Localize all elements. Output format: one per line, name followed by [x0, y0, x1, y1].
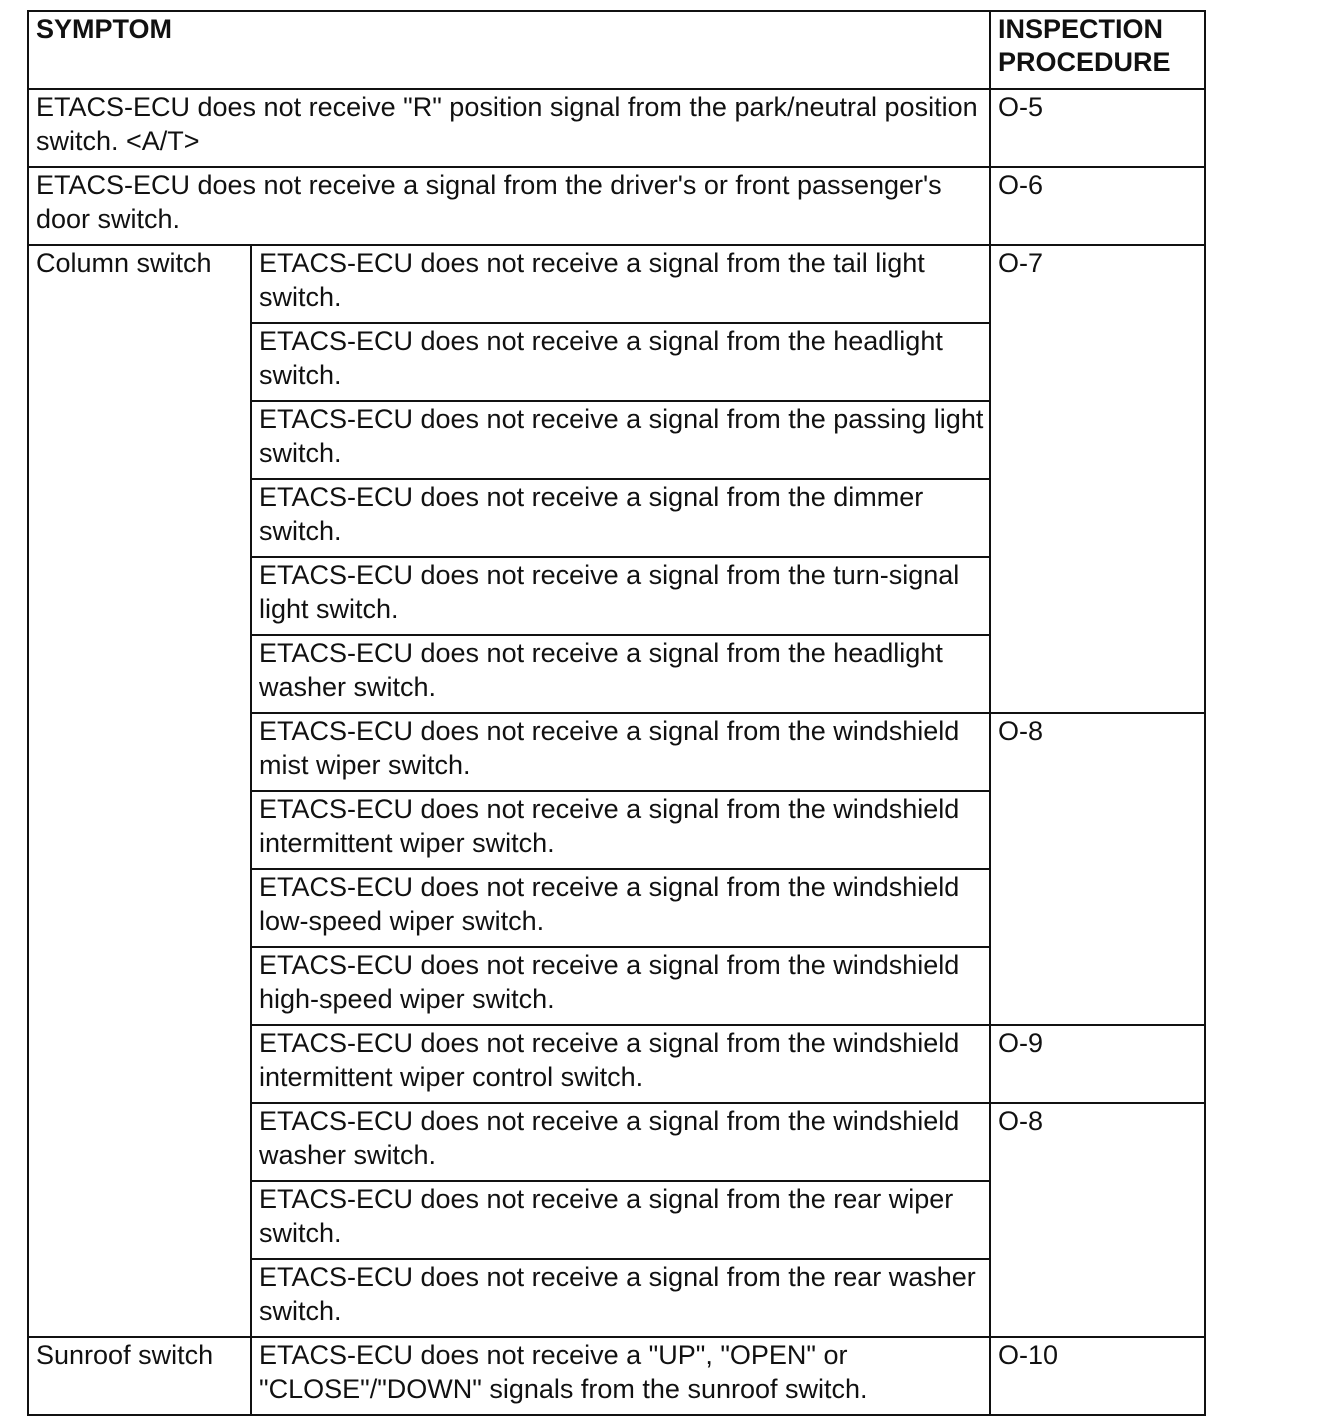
symptom-cell: ETACS-ECU does not receive a signal from the driver's or front passenger's door switch. — [28, 167, 990, 245]
procedure-cell: O-8 — [990, 713, 1205, 1025]
procedure-cell: O-9 — [990, 1025, 1205, 1103]
symptom-cell: ETACS-ECU does not receive a signal from the turn-signal light switch. — [251, 557, 990, 635]
table-header-row — [28, 11, 1205, 89]
table-row — [28, 1337, 1205, 1415]
procedure-cell: O-7 — [990, 245, 1205, 713]
symptom-cell: ETACS-ECU does not receive a "UP", "OPEN" or "CLOSE"/"DOWN" signals from the sunroof switch. — [251, 1337, 990, 1415]
procedure-cell: O-6 — [990, 167, 1205, 245]
symptom-cell: ETACS-ECU does not receive a signal from the headlight washer switch. — [251, 635, 990, 713]
symptom-cell: ETACS-ECU does not receive "R" position signal from the park/neutral position switch. <A/T> — [28, 89, 990, 167]
symptom-table — [27, 10, 1206, 1416]
symptom-cell: ETACS-ECU does not receive a signal from the windshield washer switch. — [251, 1103, 990, 1181]
table-row — [28, 89, 1205, 167]
group-cell-sunroof-switch: Sunroof switch — [28, 1337, 251, 1415]
symptom-header: SYMPTOM — [28, 11, 990, 89]
procedure-cell: O-5 — [990, 89, 1205, 167]
inspection-procedure-header: INSPECTION PROCEDURE — [990, 11, 1205, 89]
symptom-cell: ETACS-ECU does not receive a signal from the passing light switch. — [251, 401, 990, 479]
symptom-cell: ETACS-ECU does not receive a signal from the windshield intermittent wiper control switch. — [251, 1025, 990, 1103]
procedure-cell: O-8 — [990, 1103, 1205, 1337]
symptom-cell: ETACS-ECU does not receive a signal from the windshield mist wiper switch. — [251, 713, 990, 791]
symptom-cell: ETACS-ECU does not receive a signal from the headlight switch. — [251, 323, 990, 401]
table-row — [28, 167, 1205, 245]
symptom-cell: ETACS-ECU does not receive a signal from the windshield low-speed wiper switch. — [251, 869, 990, 947]
procedure-cell: O-10 — [990, 1337, 1205, 1415]
group-cell-column-switch: Column switch — [28, 245, 251, 1337]
symptom-cell: ETACS-ECU does not receive a signal from the windshield intermittent wiper switch. — [251, 791, 990, 869]
symptom-cell: ETACS-ECU does not receive a signal from the windshield high-speed wiper switch. — [251, 947, 990, 1025]
table-row — [28, 245, 1205, 323]
symptom-cell: ETACS-ECU does not receive a signal from the tail light switch. — [251, 245, 990, 323]
symptom-cell: ETACS-ECU does not receive a signal from the rear wiper switch. — [251, 1181, 990, 1259]
symptom-cell: ETACS-ECU does not receive a signal from the rear washer switch. — [251, 1259, 990, 1337]
symptom-cell: ETACS-ECU does not receive a signal from the dimmer switch. — [251, 479, 990, 557]
